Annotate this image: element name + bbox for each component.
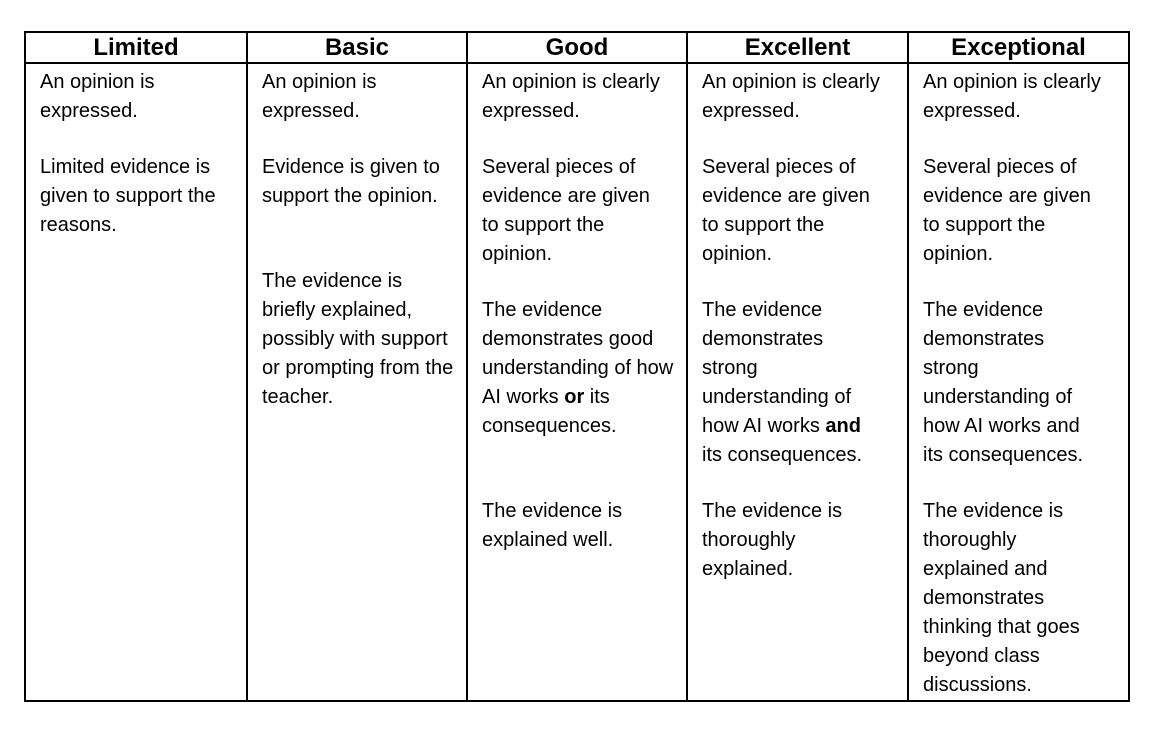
exceptional-opinion: An opinion is clearly expressed. (923, 71, 1101, 122)
cell-exceptional (909, 64, 1128, 700)
header-limited: Limited (26, 33, 248, 62)
excellent-understanding-text: The evidence demonstrates strong understanding of how AI works (702, 299, 852, 437)
criteria-row (26, 64, 1128, 700)
basic-explanation: The evidence is briefly explained, possibly with support or prompting from the teacher. (262, 270, 454, 408)
cell-limited (26, 64, 248, 700)
header-excellent: Excellent (688, 33, 909, 62)
limited-evidence: Limited evidence is given to support the reasons. (40, 156, 216, 236)
good-opinion: An opinion is clearly expressed. (482, 71, 660, 122)
rubric-table (24, 31, 1130, 702)
header-basic: Basic (248, 33, 468, 62)
good-understanding-tail: its consequences. (482, 386, 617, 437)
exceptional-evidence: Several pieces of evidence are given to support the opinion. (923, 156, 1091, 265)
excellent-explanation: The evidence is thoroughly explained. (702, 500, 843, 580)
exceptional-explanation: The evidence is thoroughly explained and demonstrates thinking that goes beyond class discussions. (923, 500, 1080, 696)
header-exceptional: Exceptional (951, 34, 1086, 61)
cell-excellent (688, 64, 909, 700)
excellent-understanding-tail: its consequences. (702, 444, 863, 466)
good-evidence: Several pieces of evidence are given to support the opinion. (482, 156, 650, 265)
excellent-opinion: An opinion is clearly expressed. (702, 71, 880, 122)
header-row (26, 33, 1128, 64)
good-explanation: The evidence is explained well. (482, 500, 623, 551)
cell-good (468, 64, 688, 700)
excellent-understanding (702, 296, 882, 470)
limited-opinion: An opinion is expressed. (40, 71, 155, 122)
cell-basic (248, 64, 468, 700)
basic-opinion: An opinion is expressed. (262, 71, 377, 122)
header-good: Good (468, 33, 688, 62)
good-emphasis-or: or (564, 386, 585, 408)
good-understanding-text: The evidence demonstrates good understanding of how AI works (482, 299, 674, 408)
excellent-evidence: Several pieces of evidence are given to support the opinion. (702, 156, 870, 265)
exceptional-understanding: The evidence demonstrates strong understanding of how AI works and its consequences. (923, 299, 1084, 466)
excellent-emphasis-and: and (825, 415, 861, 437)
good-understanding (482, 296, 680, 441)
basic-evidence: Evidence is given to support the opinion. (262, 156, 440, 207)
